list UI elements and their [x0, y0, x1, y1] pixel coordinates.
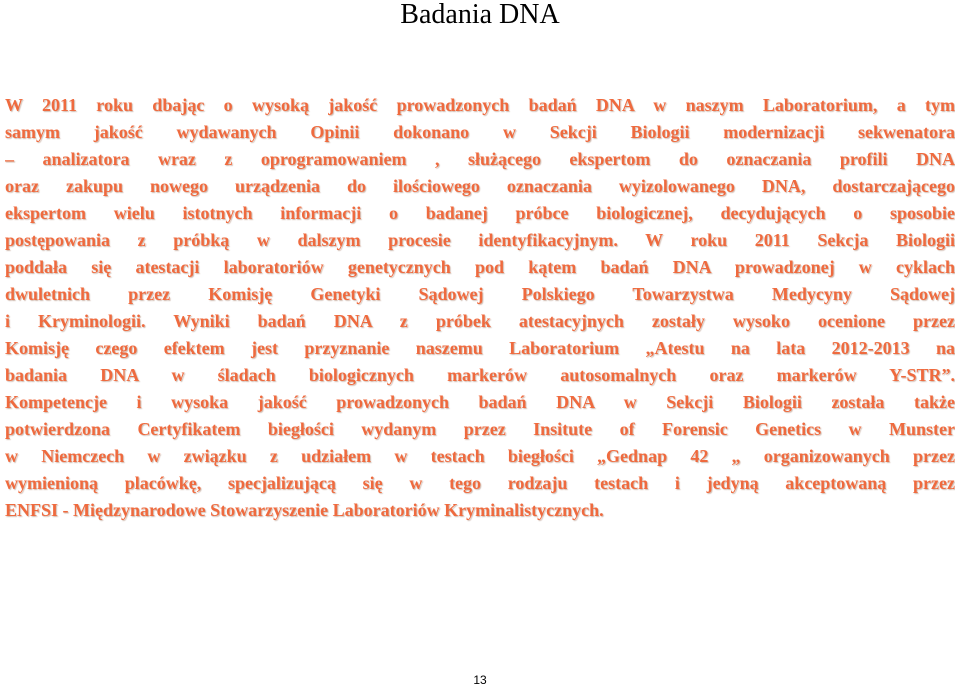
text-line: Komisję czego efektem jest przyznanie naszemu Laboratorium „Atestu na lata 2012-2013 na — [5, 338, 955, 358]
page-number: 13 — [473, 673, 487, 687]
text-line: W 2011 roku dbając o wysoką jakość prowadzonych badań DNA w naszym Laboratorium, a tym — [5, 95, 955, 115]
text-line: – analizatora wraz z oprogramowaniem , służącego ekspertom do oznaczania profili DNA — [5, 149, 955, 169]
text-line: dwuletnich przez Komisję Genetyki Sądowej Polskiego Towarzystwa Medycyny Sądowej — [5, 284, 955, 304]
text-line: potwierdzona Certyfikatem biegłości wydanym przez Insitute of Forensic Genetics w Munster — [5, 419, 955, 439]
text-line: badania DNA w śladach biologicznych markerów autosomalnych oraz markerów Y-STR”. — [5, 365, 955, 385]
page-title: Badania DNA — [400, 0, 560, 30]
text-line: i Kryminologii. Wyniki badań DNA z próbek atestacyjnych zostały wysoko ocenione przez — [5, 311, 955, 331]
body-paragraph — [5, 92, 955, 524]
text-line: w Niemczech w związku z udziałem w testach biegłości „Gednap 42 „ organizowanych przez — [5, 446, 955, 466]
text-line: ekspertom wielu istotnych informacji o badanej próbce biologicznej, decydujących o sposobie — [5, 203, 955, 223]
text-line: poddała się atestacji laboratoriów genetycznych pod kątem badań DNA prowadzonej w cyklach — [5, 257, 955, 277]
text-line: oraz zakupu nowego urządzenia do ilościowego oznaczania wyizolowanego DNA, dostarczającego — [5, 176, 955, 196]
text-line: wymienioną placówkę, specjalizującą się w tego rodzaju testach i jedyną akceptowaną przez — [5, 473, 955, 493]
text-line: samym jakość wydawanych Opinii dokonano w Sekcji Biologii modernizacji sekwenatora — [5, 122, 955, 142]
text-line: postępowania z próbką w dalszym procesie identyfikacyjnym. W roku 2011 Sekcja Biologii — [5, 230, 955, 250]
text-line: ENFSI - Międzynarodowe Stowarzyszenie Laboratoriów Kryminalistycznych. — [5, 500, 604, 520]
text-line: Kompetencje i wysoka jakość prowadzonych badań DNA w Sekcji Biologii została także — [5, 392, 955, 412]
